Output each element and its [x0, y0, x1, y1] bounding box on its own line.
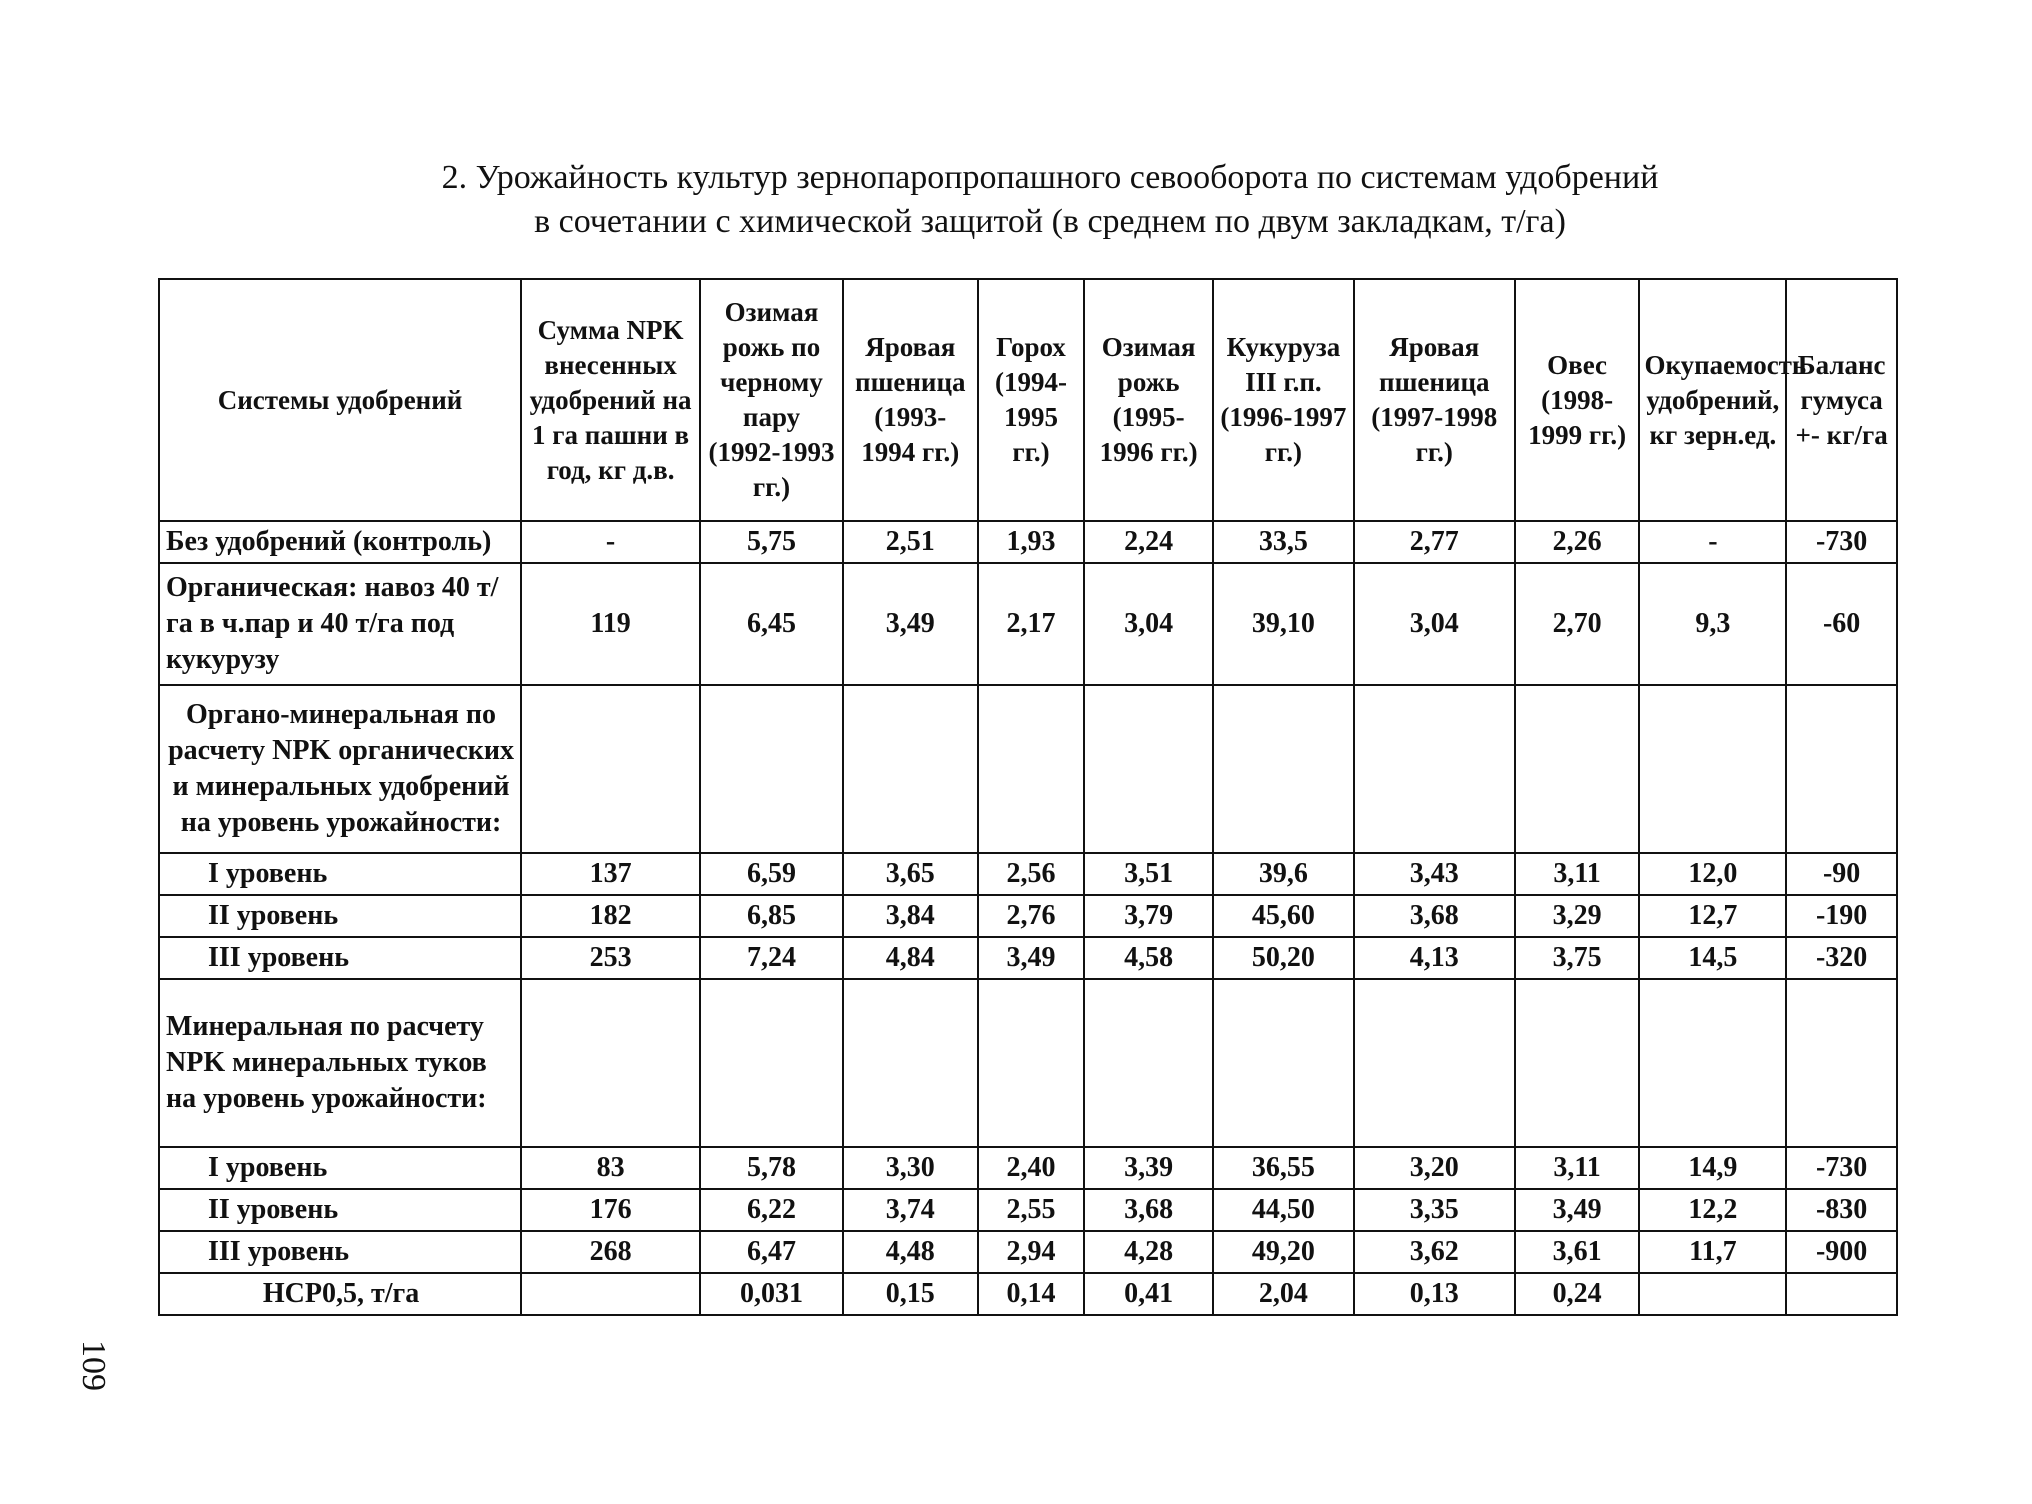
table-cell: 3,61: [1515, 1231, 1640, 1273]
table-cell: 45,60: [1213, 895, 1354, 937]
table-cell: 176: [521, 1189, 700, 1231]
table-cell: 3,43: [1354, 853, 1515, 895]
table-cell: [1786, 1273, 1897, 1315]
table-row: [159, 1231, 1897, 1273]
table-cell: 2,77: [1354, 521, 1515, 563]
table-cell: [1354, 979, 1515, 1147]
table-cell: [700, 979, 843, 1147]
table-cell: [521, 685, 700, 853]
table-cell: [521, 979, 700, 1147]
table-cell: -: [1639, 521, 1786, 563]
table-cell: [1639, 1273, 1786, 1315]
table-cell: 2,17: [978, 563, 1085, 685]
table-cell: 11,7: [1639, 1231, 1786, 1273]
page-number: 109: [75, 1340, 112, 1391]
header-row: [159, 279, 1897, 521]
col-header: Яровая пшеница (1997-1998 гг.): [1354, 279, 1515, 521]
table-cell: 50,20: [1213, 937, 1354, 979]
table-cell: 182: [521, 895, 700, 937]
row-label: II уровень: [159, 1189, 521, 1231]
table-cell: 3,29: [1515, 895, 1640, 937]
col-header: Баланс гумуса +- кг/га: [1786, 279, 1897, 521]
table-cell: 6,47: [700, 1231, 843, 1273]
table-cell: 3,79: [1084, 895, 1213, 937]
table-cell: 12,7: [1639, 895, 1786, 937]
col-header: Системы удобрений: [159, 279, 521, 521]
row-label: Органическая: навоз 40 т/га в ч.пар и 40 т/га под кукурузу: [159, 563, 521, 685]
table-cell: 137: [521, 853, 700, 895]
table-cell: 3,49: [978, 937, 1085, 979]
table-cell: -60: [1786, 563, 1897, 685]
table-cell: 39,10: [1213, 563, 1354, 685]
col-header: Озимая рожь (1995-1996 гг.): [1084, 279, 1213, 521]
table-cell: 3,30: [843, 1147, 978, 1189]
table-cell: 6,22: [700, 1189, 843, 1231]
table-cell: 14,9: [1639, 1147, 1786, 1189]
table-cell: 2,04: [1213, 1273, 1354, 1315]
table-row: [159, 937, 1897, 979]
table-cell: 3,04: [1084, 563, 1213, 685]
table-cell: 119: [521, 563, 700, 685]
title-line-2: в сочетании с химической защитой (в среднем по двум закладкам, т/га): [534, 203, 1566, 240]
table-cell: 253: [521, 937, 700, 979]
row-label: Органо-минеральная по расчету NPK органических и минеральных удобрений на уровень урожайности:: [159, 685, 521, 853]
row-label: Без удобрений (контроль): [159, 521, 521, 563]
table-cell: 39,6: [1213, 853, 1354, 895]
table-cell: -190: [1786, 895, 1897, 937]
table-cell: 4,58: [1084, 937, 1213, 979]
table-cell: 3,68: [1354, 895, 1515, 937]
table-cell: 3,11: [1515, 853, 1640, 895]
table-cell: 4,28: [1084, 1231, 1213, 1273]
table-cell: 14,5: [1639, 937, 1786, 979]
col-header: Яровая пшеница (1993-1994 гг.): [843, 279, 978, 521]
table-row: [159, 853, 1897, 895]
row-label: III уровень: [159, 1231, 521, 1273]
table-cell: 2,24: [1084, 521, 1213, 563]
table-cell: 2,51: [843, 521, 978, 563]
table-cell: -: [521, 521, 700, 563]
table-cell: 44,50: [1213, 1189, 1354, 1231]
col-header: Кукуруза III г.п. (1996-1997 гг.): [1213, 279, 1354, 521]
table-cell: [1213, 685, 1354, 853]
table-cell: [978, 979, 1085, 1147]
table-cell: 2,70: [1515, 563, 1640, 685]
table-cell: -730: [1786, 1147, 1897, 1189]
yield-table: [158, 278, 1898, 1316]
table-cell: 0,031: [700, 1273, 843, 1315]
table-cell: [1084, 685, 1213, 853]
table-cell: 1,93: [978, 521, 1085, 563]
table-row: [159, 979, 1897, 1147]
table-cell: 2,76: [978, 895, 1085, 937]
table-cell: 3,68: [1084, 1189, 1213, 1231]
table-cell: 83: [521, 1147, 700, 1189]
table-cell: [1084, 979, 1213, 1147]
table-cell: 3,35: [1354, 1189, 1515, 1231]
table-cell: [1639, 685, 1786, 853]
table-cell: 268: [521, 1231, 700, 1273]
table-cell: 49,20: [1213, 1231, 1354, 1273]
table-row: [159, 685, 1897, 853]
table-cell: 12,0: [1639, 853, 1786, 895]
table-cell: 9,3: [1639, 563, 1786, 685]
table-cell: 6,85: [700, 895, 843, 937]
table-cell: 3,11: [1515, 1147, 1640, 1189]
table-cell: [1515, 685, 1640, 853]
col-header: Окупаемость удобрений, кг зерн.ед.: [1639, 279, 1786, 521]
table-cell: -730: [1786, 521, 1897, 563]
row-label: II уровень: [159, 895, 521, 937]
table-cell: 2,40: [978, 1147, 1085, 1189]
table-cell: [521, 1273, 700, 1315]
table-cell: [1786, 685, 1897, 853]
col-header: Горох (1994-1995 гг.): [978, 279, 1085, 521]
table-cell: 3,49: [843, 563, 978, 685]
table-cell: 33,5: [1213, 521, 1354, 563]
table-cell: 7,24: [700, 937, 843, 979]
table-cell: 0,13: [1354, 1273, 1515, 1315]
table-cell: 4,48: [843, 1231, 978, 1273]
table-cell: -320: [1786, 937, 1897, 979]
table-cell: 0,14: [978, 1273, 1085, 1315]
table-cell: 3,51: [1084, 853, 1213, 895]
table-cell: 5,78: [700, 1147, 843, 1189]
table-cell: 3,39: [1084, 1147, 1213, 1189]
table-cell: [1639, 979, 1786, 1147]
table-cell: 3,04: [1354, 563, 1515, 685]
table-cell: [700, 685, 843, 853]
col-header: Озимая рожь по черному пару (1992-1993 гг.): [700, 279, 843, 521]
table-cell: -830: [1786, 1189, 1897, 1231]
table-cell: 3,84: [843, 895, 978, 937]
table-cell: [843, 685, 978, 853]
row-label: НСР0,5, т/га: [159, 1273, 521, 1315]
table-row: [159, 1189, 1897, 1231]
table-cell: 5,75: [700, 521, 843, 563]
table-cell: 6,45: [700, 563, 843, 685]
table-cell: 4,84: [843, 937, 978, 979]
table-cell: [1515, 979, 1640, 1147]
col-header: Овес (1998-1999 гг.): [1515, 279, 1640, 521]
table-cell: 4,13: [1354, 937, 1515, 979]
table-cell: 2,55: [978, 1189, 1085, 1231]
table-cell: [1213, 979, 1354, 1147]
table-cell: 3,20: [1354, 1147, 1515, 1189]
table-cell: [1786, 979, 1897, 1147]
table-row: [159, 1147, 1897, 1189]
table-cell: 2,26: [1515, 521, 1640, 563]
table-title: [300, 156, 1800, 244]
row-label: I уровень: [159, 853, 521, 895]
table-cell: 0,41: [1084, 1273, 1213, 1315]
table-cell: 3,62: [1354, 1231, 1515, 1273]
table-cell: 3,74: [843, 1189, 978, 1231]
table-cell: 12,2: [1639, 1189, 1786, 1231]
table-row: [159, 563, 1897, 685]
table-cell: 3,49: [1515, 1189, 1640, 1231]
table-cell: [1354, 685, 1515, 853]
row-label: Минеральная по расчету NPK минеральных туков на уровень урожайности:: [159, 979, 521, 1147]
table-cell: 2,94: [978, 1231, 1085, 1273]
table-cell: -90: [1786, 853, 1897, 895]
row-label: III уровень: [159, 937, 521, 979]
table-cell: [843, 979, 978, 1147]
table-cell: 36,55: [1213, 1147, 1354, 1189]
table-cell: 0,15: [843, 1273, 978, 1315]
table-cell: [978, 685, 1085, 853]
table-cell: 3,65: [843, 853, 978, 895]
table-cell: -900: [1786, 1231, 1897, 1273]
table-row: [159, 895, 1897, 937]
table-cell: 6,59: [700, 853, 843, 895]
col-header: Сумма NPK внесенных удобрений на 1 га пашни в год, кг д.в.: [521, 279, 700, 521]
table-cell: 0,24: [1515, 1273, 1640, 1315]
table-row: [159, 1273, 1897, 1315]
table-cell: 2,56: [978, 853, 1085, 895]
table-row: [159, 521, 1897, 563]
row-label: I уровень: [159, 1147, 521, 1189]
table-cell: 3,75: [1515, 937, 1640, 979]
title-line-1: 2. Урожайность культур зернопаропропашного севооборота по системам удобрений: [441, 159, 1659, 196]
